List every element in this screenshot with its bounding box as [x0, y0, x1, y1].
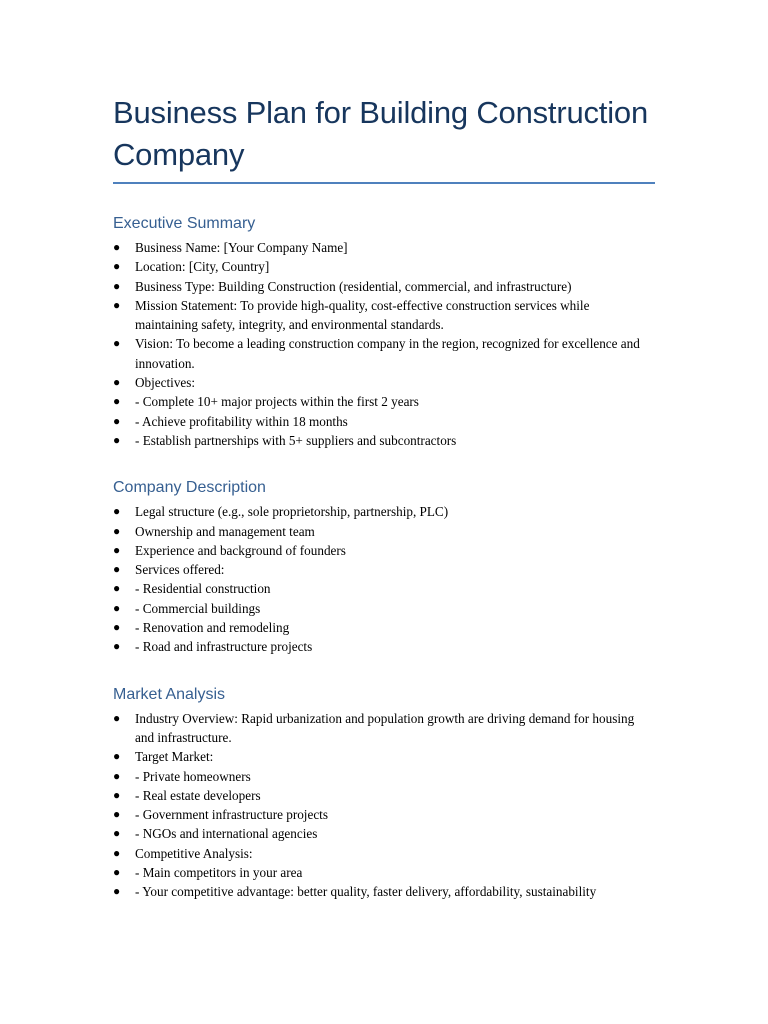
bullet-icon: ●: [113, 375, 121, 390]
list-item: [113, 277, 655, 296]
bullet-icon: ●: [113, 865, 121, 880]
bullet-icon: ●: [113, 297, 121, 312]
list-item-text: - Residential construction: [135, 581, 271, 597]
bullet-icon: ●: [113, 581, 121, 596]
bullet-icon: ●: [113, 413, 121, 428]
bullet-icon: ●: [113, 787, 121, 802]
list-item-text: Business Type: Building Construction (residential, commercial, and infrastructure): [135, 278, 572, 294]
list-item: [113, 373, 655, 392]
list-item: [113, 541, 655, 560]
list-item: [113, 296, 655, 335]
list-item: [113, 412, 655, 431]
bullet-icon: ●: [113, 639, 121, 654]
list-item-text: - Government infrastructure projects: [135, 807, 328, 823]
list-item-text: Target Market:: [135, 749, 214, 765]
list-item: [113, 882, 655, 901]
bullet-icon: ●: [113, 710, 121, 725]
list-item: [113, 502, 655, 521]
list-item: [113, 747, 655, 766]
bullet-icon: ●: [113, 845, 121, 860]
list-item: [113, 431, 655, 450]
list-item: [113, 238, 655, 257]
document-title: Business Plan for Building Construction Company: [113, 95, 648, 172]
list-item: [113, 767, 655, 786]
list-item-text: Location: [City, Country]: [135, 259, 270, 275]
list-item: [113, 334, 655, 373]
list-item-text: - NGOs and international agencies: [135, 826, 318, 842]
section-company-description: [113, 478, 655, 656]
list-item-text: - Private homeowners: [135, 768, 251, 784]
list-item-text: Experience and background of founders: [135, 542, 346, 558]
bullet-list: [113, 238, 655, 450]
list-item-text: Competitive Analysis:: [135, 845, 253, 861]
bullet-icon: ●: [113, 620, 121, 635]
list-item-text: Services offered:: [135, 562, 225, 578]
list-item: [113, 392, 655, 411]
list-item: [113, 579, 655, 598]
bullet-icon: ●: [113, 807, 121, 822]
list-item: [113, 844, 655, 863]
list-item-text: - Establish partnerships with 5+ suppliers and subcontractors: [135, 432, 457, 448]
section-heading: Market Analysis: [113, 685, 226, 703]
section-heading: Company Description: [113, 479, 266, 497]
bullet-icon: ●: [113, 542, 121, 557]
bullet-icon: ●: [113, 278, 121, 293]
section-heading: Executive Summary: [113, 215, 256, 232]
list-item: [113, 560, 655, 579]
bullet-icon: ●: [113, 826, 121, 841]
list-item-text: - Renovation and remodeling: [135, 620, 290, 636]
bullet-icon: ●: [113, 884, 121, 899]
bullet-icon: ●: [113, 240, 121, 254]
bullet-icon: ●: [113, 394, 121, 409]
list-item: [113, 824, 655, 843]
list-item-text: Ownership and management team: [135, 523, 315, 539]
list-item: [113, 863, 655, 882]
bullet-list: [113, 502, 655, 656]
list-item-text: - Your competitive advantage: better quality, faster delivery, affordability, sustainability: [135, 884, 597, 900]
list-item-text: Legal structure (e.g., sole proprietorship, partnership, PLC): [135, 504, 449, 520]
list-item: [113, 599, 655, 618]
list-item-text: - Main competitors in your area: [135, 865, 303, 881]
list-item-text: Industry Overview: Rapid urbanization and population growth are driving demand for housing and infrastructure.: [135, 710, 635, 745]
list-item: [113, 257, 655, 276]
list-item-text: Mission Statement: To provide high-quality, cost-effective construction services while maintaining safety, integrity, and environmental standards.: [135, 297, 590, 333]
list-item-text: - Commercial buildings: [135, 600, 261, 616]
list-item-text: - Road and infrastructure projects: [135, 639, 313, 655]
bullet-icon: ●: [113, 336, 121, 351]
list-item-text: Vision: To become a leading construction company in the region, recognized for excellence and innovation.: [135, 336, 640, 371]
list-item-text: Business Name: [Your Company Name]: [135, 240, 348, 255]
bullet-icon: ●: [113, 504, 121, 519]
list-item: [113, 522, 655, 541]
list-item: [113, 805, 655, 824]
document-page: [113, 92, 655, 930]
bullet-icon: ●: [113, 432, 121, 447]
section-executive-summary: [113, 214, 655, 450]
bullet-icon: ●: [113, 523, 121, 538]
title-divider: [113, 182, 655, 184]
bullet-icon: ●: [113, 768, 121, 783]
list-item: [113, 637, 655, 656]
bullet-list: [113, 709, 655, 902]
bullet-icon: ●: [113, 562, 121, 577]
list-item-text: Objectives:: [135, 375, 196, 391]
list-item-text: - Achieve profitability within 18 months: [135, 413, 348, 429]
bullet-icon: ●: [113, 259, 121, 274]
bullet-icon: ●: [113, 600, 121, 615]
list-item-text: - Complete 10+ major projects within the first 2 years: [135, 394, 419, 410]
list-item: [113, 786, 655, 805]
list-item: [113, 709, 655, 748]
list-item: [113, 618, 655, 637]
bullet-icon: ●: [113, 749, 121, 764]
section-market-analysis: [113, 685, 655, 902]
list-item-text: - Real estate developers: [135, 787, 261, 803]
